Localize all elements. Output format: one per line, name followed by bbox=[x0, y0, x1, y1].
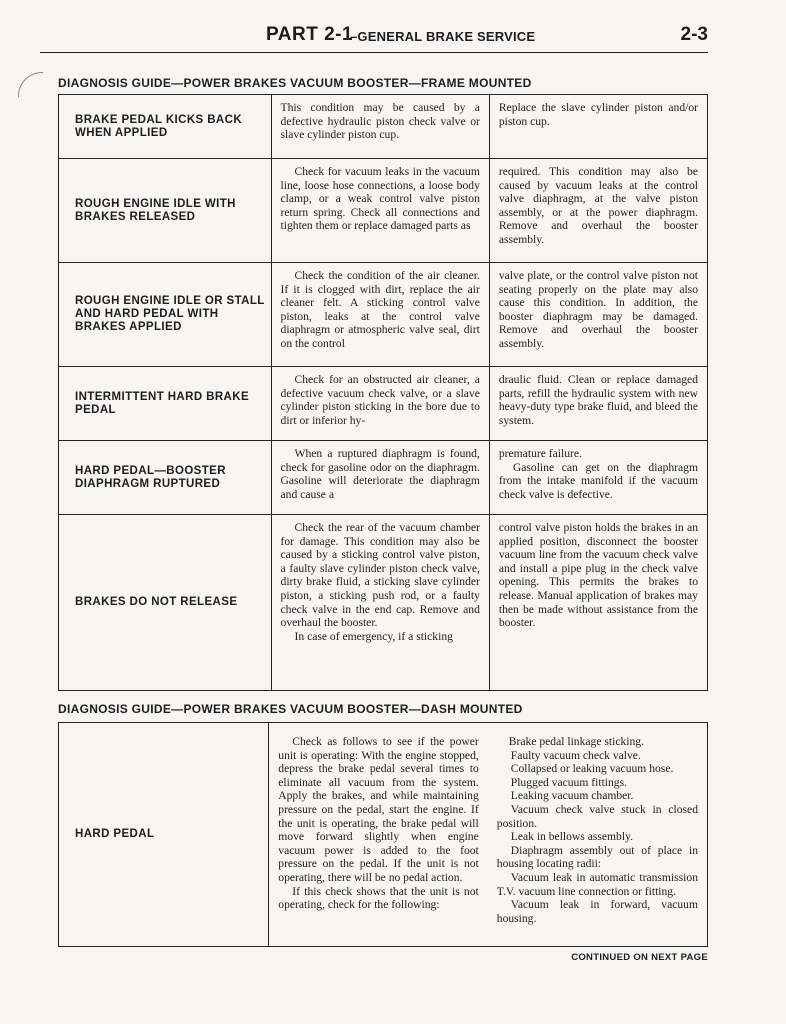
condition-label: BRAKE PEDAL KICKS BACK WHEN APPLIED bbox=[59, 95, 272, 159]
frame-mounted-title: DIAGNOSIS GUIDE—POWER BRAKES VACUUM BOOSTER—FRAME MOUNTED bbox=[58, 76, 532, 90]
remedy-text: draulic fluid. Clean or replace damaged parts, refill the hydraulic system with new heavy-duty type brake fluid, and bleed the system. bbox=[489, 367, 707, 441]
dash-mounted-title: DIAGNOSIS GUIDE—POWER BRAKES VACUUM BOOSTER—DASH MOUNTED bbox=[58, 702, 523, 716]
list-item: Leak in bellows assembly. bbox=[510, 830, 634, 844]
dash-mounted-table bbox=[58, 722, 708, 947]
part-number: PART 2-1 bbox=[266, 24, 354, 45]
list-item: Vacuum check valve stuck in closed position. bbox=[496, 802, 698, 830]
condition-label: ROUGH ENGINE IDLE WITH BRAKES RELEASED bbox=[59, 159, 272, 263]
list-item: Vacuum leak in forward, vacuum housing. bbox=[496, 898, 698, 925]
remedy-text: valve plate, or the control valve piston not seating properly on the plate may also cause this condition. In addition, the booster diaphragm may be damaged. Remove and overhaul the booster assembly. bbox=[489, 263, 707, 367]
cause-text: This condition may be caused by a defective hydraulic piston check valve or slave cylinder piston cup. bbox=[280, 101, 480, 142]
table-row bbox=[59, 515, 708, 691]
remedy-text: control valve piston holds the brakes in an applied position, disconnect the booster vacuum line from the vacuum check valve and install a pipe plug in the check valve opening. This permits the brakes to release. Manual application of brakes may then be made without assistance from the booster. bbox=[489, 515, 707, 691]
cause-text: Check the condition of the air cleaner. If it is clogged with dirt, replace the air cleaner felt. A sticking control valve piston, leaks at the control valve diaphragm or atmospheric valve seal, dirt on the control bbox=[271, 263, 489, 367]
remedy-text: Replace the slave cylinder piston and/or piston cup. bbox=[489, 95, 707, 159]
condition-label: HARD PEDAL bbox=[59, 723, 269, 947]
page-number: 2-3 bbox=[680, 24, 708, 45]
table-row bbox=[59, 441, 708, 515]
table-row bbox=[59, 95, 708, 159]
table-row bbox=[59, 159, 708, 263]
cause-text: When a ruptured diaphragm is found, check for gasoline odor on the diaphragm. Gasoline will deteriorate the diaphragm and cause a bbox=[271, 441, 489, 515]
binding-hole-mark bbox=[18, 72, 43, 97]
table-row bbox=[59, 723, 708, 947]
list-item: Vacuum leak in automatic transmission T.V. vacuum line connection or fitting. bbox=[496, 870, 698, 898]
frame-mounted-table bbox=[58, 94, 708, 691]
header-rule bbox=[40, 52, 708, 53]
cause-text: Check the rear of the vacuum chamber for damage. This condition may also be caused by a sticking control valve piston, a faulty slave cylinder piston check valve, dirty brake fluid, a sticking slave cylinder piston, a sticking push rod, or a faulty check valve in the end cap. Remove and overhaul the booster. In case of emergency, if a sticking bbox=[271, 515, 489, 691]
continued-note: CONTINUED ON NEXT PAGE bbox=[571, 952, 708, 963]
remedy-text: required. This condition may also be caused by vacuum leaks at the control valve diaphragm, at the valve piston assembly, or at the power diaphragm. Remove and overhaul the booster assembly. bbox=[489, 159, 707, 263]
list-item: Plugged vacuum fittings. bbox=[510, 775, 628, 789]
list-item: Collapsed or leaking vacuum hose. bbox=[510, 762, 674, 776]
table-row bbox=[59, 367, 708, 441]
condition-label: INTERMITTENT HARD BRAKE PEDAL bbox=[59, 367, 272, 441]
list-item: Faulty vacuum check valve. bbox=[510, 748, 641, 762]
condition-label: HARD PEDAL—BOOSTER DIAPHRAGM RUPTURED bbox=[59, 441, 272, 515]
cause-text: Check for vacuum leaks in the vacuum line, loose hose connections, a loose body clamp, or a weak control valve piston return spring. Check all connections and tighten them or replace damaged parts as bbox=[271, 159, 489, 263]
cause-text: Check as follows to see if the power unit is operating: With the engine stopped, depress the brake pedal several times to eliminate all vacuum from the system. Apply the brakes, and while maintaining pressure on the pedal, start the engine. If the unit is operating, the brake pedal will move forward slightly when engine vacuum power is added to the foot pressure on the pedal. If the unit is not operating, there will be no pedal action. If this check shows that the unit is not operating, check for the following: bbox=[278, 735, 479, 912]
page-header bbox=[0, 24, 786, 50]
condition-label: BRAKES DO NOT RELEASE bbox=[59, 515, 272, 691]
table-row bbox=[59, 263, 708, 367]
list-item: Leaking vacuum chamber. bbox=[510, 789, 634, 803]
list-item: Diaphragm assembly out of place in housing locating radii: bbox=[496, 843, 698, 871]
cause-text: Check for an obstructed air cleaner, a defective vacuum check valve, or a slave cylinder piston sticking in the bore due to dirt or inferior hy- bbox=[271, 367, 489, 441]
condition-label: ROUGH ENGINE IDLE OR STALL AND HARD PEDAL WITH BRAKES APPLIED bbox=[59, 263, 272, 367]
list-item: Brake pedal linkage sticking. bbox=[508, 735, 644, 748]
remedy-text: premature failure. Gasoline can get on the diaphragm from the intake manifold if the vacuum check valve is defective. bbox=[489, 441, 707, 515]
cause-list bbox=[488, 723, 708, 947]
section-subtitle: –GENERAL BRAKE SERVICE bbox=[350, 29, 536, 44]
